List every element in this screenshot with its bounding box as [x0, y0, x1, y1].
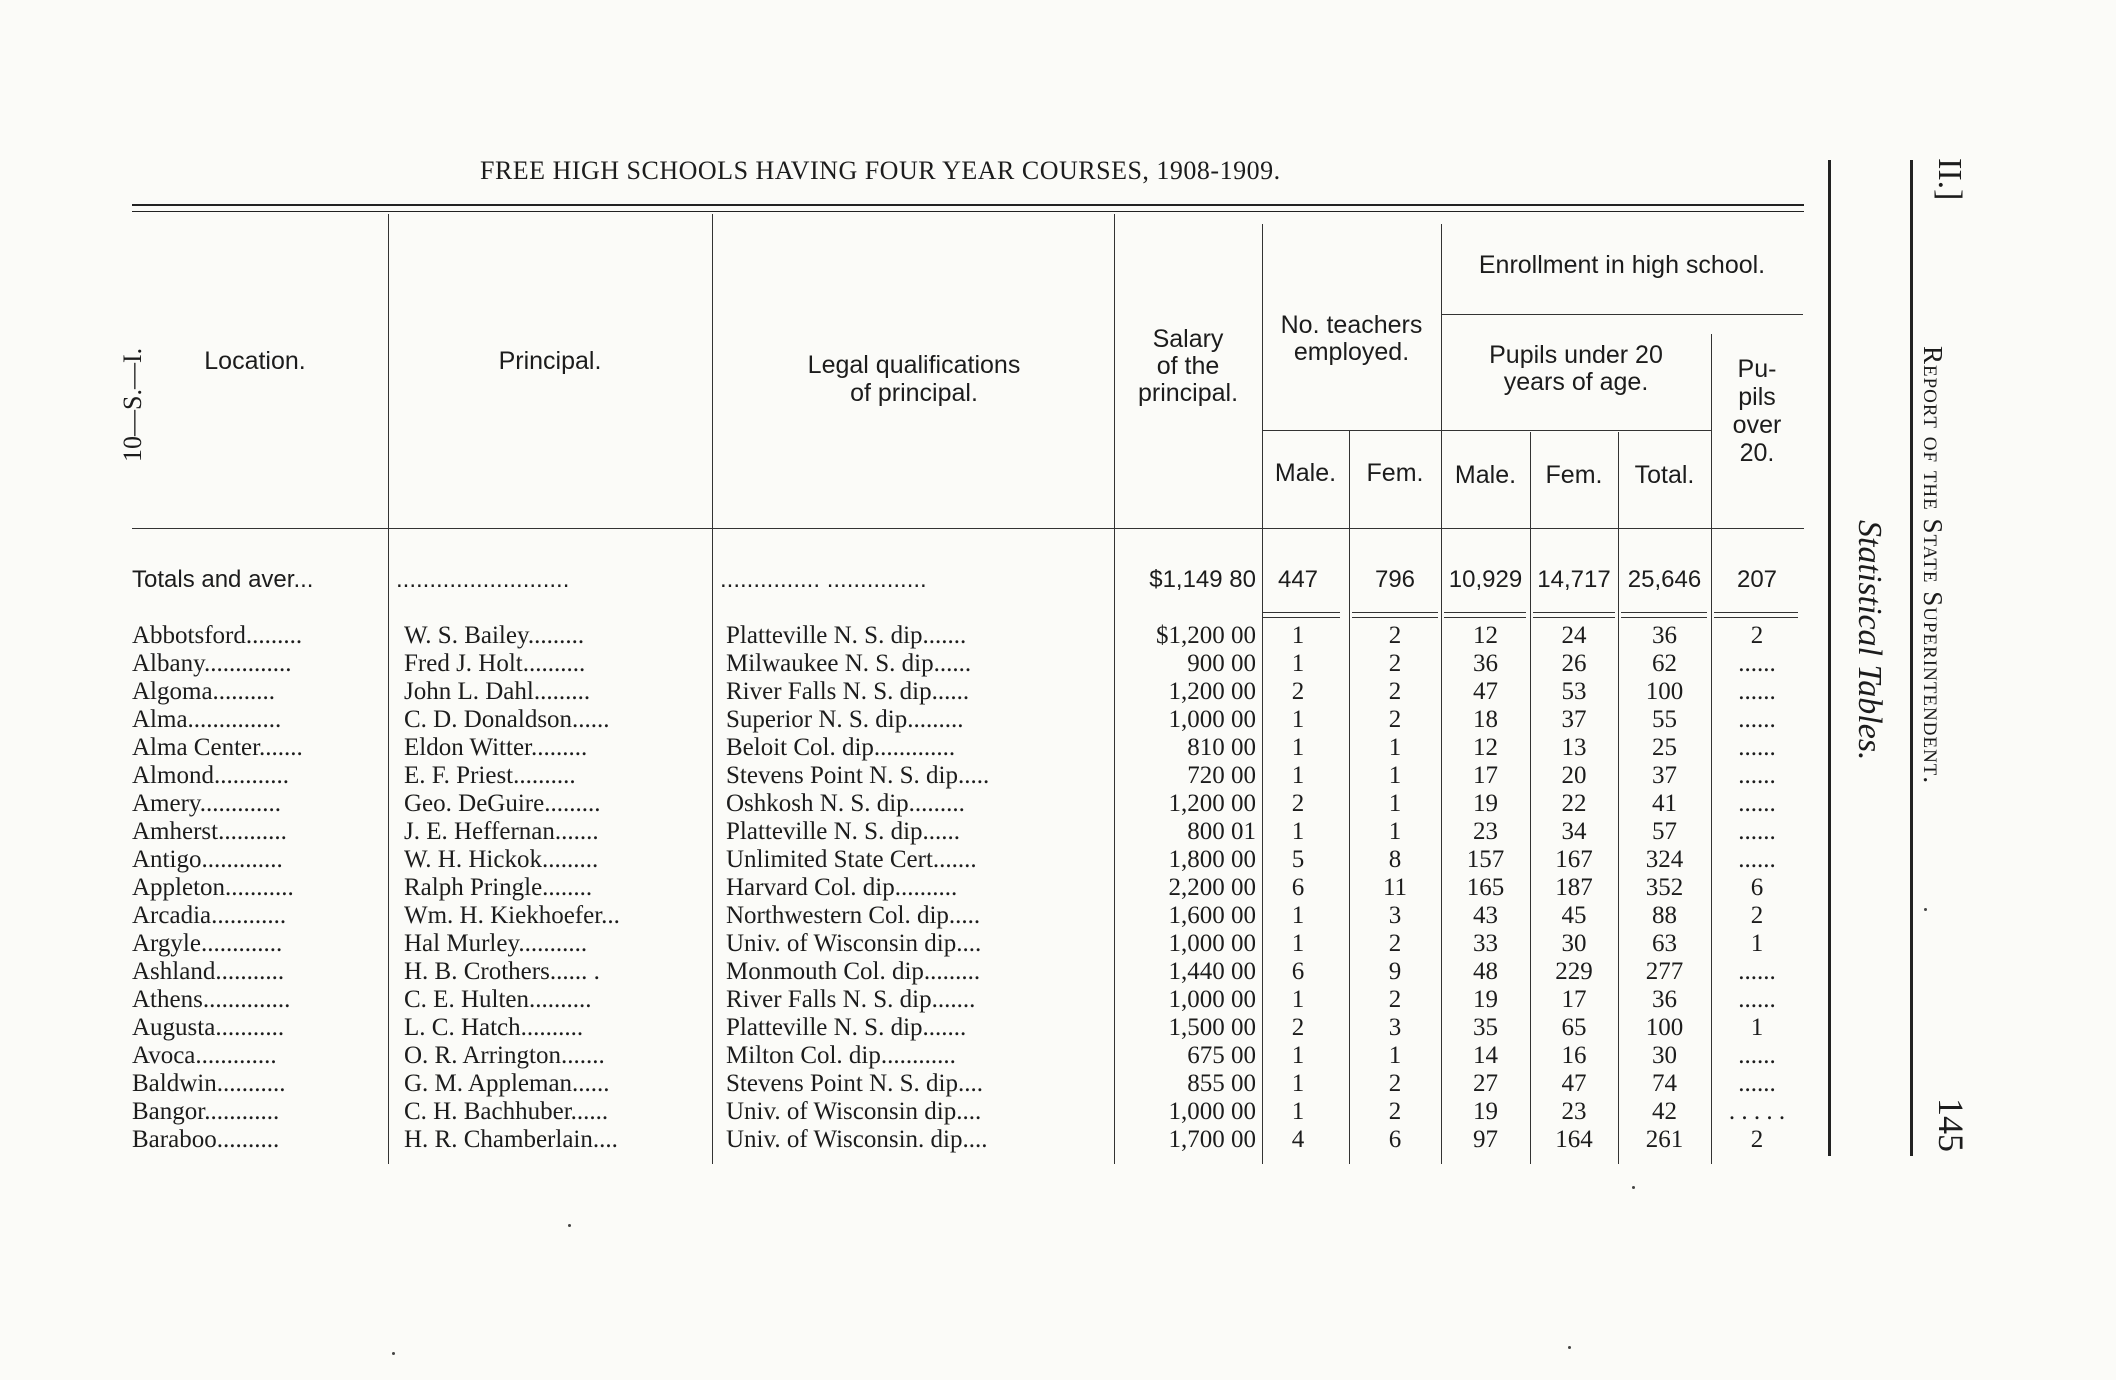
cell-t-fem: 1: [1388, 762, 1402, 789]
cell-principal: Eldon Witter.........: [404, 734, 588, 761]
cell-location: Avoca.............: [132, 1042, 277, 1069]
cell-p-total: 100: [1645, 678, 1684, 705]
totals-pupils-fem: 14,717: [1537, 566, 1611, 593]
cell-over20: 1: [1750, 930, 1764, 957]
cell-p-total: 324: [1645, 846, 1684, 873]
header-salary-line3: principal.: [1137, 379, 1239, 407]
cell-principal: E. F. Priest..........: [404, 762, 576, 789]
cell-t-male: 1: [1291, 1042, 1305, 1069]
totals-double-rule: [1262, 612, 1340, 618]
cell-t-male: 1: [1291, 930, 1305, 957]
cell-salary: 1,500 00: [1168, 1014, 1256, 1041]
cell-p-male: 19: [1473, 1098, 1498, 1125]
table-row: [0, 762, 2116, 790]
table-row: [0, 930, 2116, 958]
cell-t-fem: 2: [1388, 1070, 1402, 1097]
cell-over20: ......: [1738, 734, 1776, 761]
cell-t-male: 1: [1291, 622, 1305, 649]
cell-legal: Oshkosh N. S. dip.........: [726, 790, 965, 817]
cell-location: Appleton...........: [132, 874, 294, 901]
totals-row: [0, 566, 2116, 594]
cell-salary: 1,000 00: [1168, 930, 1256, 957]
header-principal: Principal.: [498, 347, 602, 375]
cell-t-male: 1: [1291, 1070, 1305, 1097]
cell-location: Antigo.............: [132, 846, 283, 873]
table-row: [0, 1014, 2116, 1042]
cell-salary: 800 01: [1187, 818, 1256, 845]
cell-t-male: 1: [1291, 734, 1305, 761]
cell-p-total: 30: [1652, 1042, 1677, 1069]
totals-pupils-total: 25,646: [1627, 566, 1702, 593]
cell-over20: ......: [1738, 678, 1776, 705]
cell-principal: H. B. Crothers...... .: [404, 958, 600, 985]
cell-legal: Univ. of Wisconsin. dip....: [726, 1126, 988, 1153]
cell-p-fem: 26: [1561, 650, 1587, 677]
cell-p-male: 97: [1473, 1126, 1498, 1153]
cell-p-male: 12: [1473, 734, 1498, 761]
cell-salary: 1,700 00: [1168, 1126, 1256, 1153]
cell-legal: Milwaukee N. S. dip......: [726, 650, 972, 677]
cell-legal: River Falls N. S. dip......: [726, 678, 970, 705]
cell-principal: C. H. Bachhuber......: [404, 1098, 609, 1125]
cell-over20: 2: [1750, 902, 1764, 929]
page-number: 145: [1931, 1098, 1971, 1152]
cell-principal: Geo. DeGuire.........: [404, 790, 601, 817]
table-row: [0, 650, 2116, 678]
cell-over20: ......: [1738, 846, 1776, 873]
header-teachers-line2: employed.: [1293, 338, 1410, 366]
header-under20-line2: years of age.: [1503, 368, 1649, 396]
header-salary-line1: Salary: [1152, 325, 1224, 353]
header-enroll-fem: Fem.: [1545, 461, 1603, 489]
cell-salary: 720 00: [1187, 762, 1256, 789]
cell-over20: 6: [1750, 874, 1764, 901]
cell-t-male: 1: [1291, 650, 1305, 677]
totals-double-rule: [1714, 612, 1798, 618]
cell-legal: Monmouth Col. dip.........: [726, 958, 981, 985]
cell-over20: ......: [1738, 986, 1776, 1013]
cell-location: Amery.............: [132, 790, 282, 817]
cell-p-total: 88: [1652, 902, 1677, 929]
header-teachers-fem: Fem.: [1366, 459, 1424, 487]
cell-p-fem: 17: [1561, 986, 1587, 1013]
cell-salary: 675 00: [1187, 1042, 1256, 1069]
cell-t-fem: 1: [1388, 1042, 1402, 1069]
cell-p-total: 41: [1652, 790, 1677, 817]
cell-legal: Unlimited State Cert.......: [726, 846, 977, 873]
cell-t-male: 2: [1291, 790, 1305, 817]
table-row: [0, 734, 2116, 762]
cell-principal: W. H. Hickok.........: [404, 846, 599, 873]
scan-speck: [568, 1224, 571, 1227]
cell-p-total: 37: [1652, 762, 1677, 789]
cell-salary: $1,200 00: [1156, 622, 1256, 649]
cell-p-male: 43: [1473, 902, 1498, 929]
cell-salary: 1,600 00: [1168, 902, 1256, 929]
cell-location: Augusta...........: [132, 1014, 285, 1041]
cell-salary: 1,440 00: [1168, 958, 1256, 985]
cell-legal: Stevens Point N. S. dip.....: [726, 762, 990, 789]
cell-principal: C. D. Donaldson......: [404, 706, 610, 733]
table-row: [0, 790, 2116, 818]
cell-p-total: 57: [1652, 818, 1677, 845]
totals-pupils-male: 10,929: [1448, 566, 1523, 593]
cell-p-male: 19: [1473, 986, 1498, 1013]
cell-legal: Univ. of Wisconsin dip....: [726, 1098, 982, 1125]
cell-location: Argyle.............: [132, 930, 283, 957]
cell-legal: River Falls N. S. dip.......: [726, 986, 976, 1013]
cell-p-fem: 187: [1555, 874, 1593, 901]
cell-salary: 810 00: [1187, 734, 1256, 761]
cell-p-male: 19: [1473, 790, 1498, 817]
cell-t-male: 2: [1291, 678, 1305, 705]
cell-p-total: 42: [1652, 1098, 1677, 1125]
table-row: [0, 1126, 2116, 1154]
cell-p-total: 277: [1645, 958, 1684, 985]
cell-t-fem: 2: [1388, 1098, 1402, 1125]
cell-p-fem: 20: [1561, 762, 1587, 789]
cell-salary: 1,200 00: [1168, 790, 1256, 817]
cell-t-male: 4: [1291, 1126, 1305, 1153]
cell-p-total: 25: [1652, 734, 1677, 761]
table-row: [0, 706, 2116, 734]
cell-t-male: 6: [1291, 874, 1305, 901]
cell-location: Algoma..........: [132, 678, 276, 705]
table-row: [0, 1070, 2116, 1098]
cell-location: Albany..............: [132, 650, 292, 677]
cell-legal: Northwestern Col. dip.....: [726, 902, 981, 929]
cell-p-fem: 16: [1561, 1042, 1587, 1069]
cell-principal: H. R. Chamberlain....: [404, 1126, 618, 1153]
cell-location: Amherst...........: [132, 818, 287, 845]
cell-over20: . . . . .: [1728, 1098, 1786, 1125]
cell-legal: Milton Col. dip............: [726, 1042, 956, 1069]
table-row: [0, 958, 2116, 986]
cell-location: Arcadia............: [132, 902, 287, 929]
cell-p-fem: 53: [1561, 678, 1587, 705]
cell-t-fem: 2: [1388, 650, 1402, 677]
cell-over20: ......: [1738, 762, 1776, 789]
cell-p-male: 157: [1466, 846, 1505, 873]
cell-location: Athens..............: [132, 986, 291, 1013]
cell-p-fem: 13: [1561, 734, 1587, 761]
cell-t-fem: 2: [1388, 930, 1402, 957]
header-under20-line1: Pupils under 20: [1489, 341, 1663, 369]
cell-p-total: 36: [1652, 622, 1677, 649]
header-over20-line2: pils: [1738, 383, 1776, 411]
cell-p-total: 55: [1652, 706, 1677, 733]
cell-over20: 2: [1750, 1126, 1764, 1153]
cell-p-male: 14: [1473, 1042, 1498, 1069]
under20-rule: [1441, 430, 1711, 431]
cell-p-fem: 22: [1561, 790, 1587, 817]
cell-principal: G. M. Appleman......: [404, 1070, 610, 1097]
page-title: FREE HIGH SCHOOLS HAVING FOUR YEAR COURSES, 1908-1909.: [480, 156, 1281, 185]
cell-over20: ......: [1738, 650, 1776, 677]
header-enroll-total: Total.: [1634, 461, 1695, 489]
table-row: [0, 874, 2116, 902]
table-row: [0, 846, 2116, 874]
table-row: [0, 902, 2116, 930]
scan-speck: [392, 1352, 395, 1355]
cell-t-fem: 8: [1388, 846, 1402, 873]
cell-t-male: 2: [1291, 1014, 1305, 1041]
cell-t-male: 6: [1291, 958, 1305, 985]
header-teachers-male: Male.: [1274, 459, 1337, 487]
cell-p-fem: 47: [1561, 1070, 1587, 1097]
cell-salary: 2,200 00: [1168, 874, 1256, 901]
cell-location: Bangor............: [132, 1098, 280, 1125]
cell-t-fem: 2: [1388, 706, 1402, 733]
header-teachers-line1: No. teachers: [1280, 311, 1423, 339]
cell-p-male: 35: [1473, 1014, 1498, 1041]
scan-speck: [1568, 1346, 1571, 1349]
cell-p-total: 36: [1652, 986, 1677, 1013]
cell-p-fem: 24: [1561, 622, 1587, 649]
cell-legal: Harvard Col. dip..........: [726, 874, 958, 901]
header-bottom-rule: [132, 528, 1804, 529]
side-title: Statistical Tables.: [1851, 520, 1888, 761]
cell-t-fem: 2: [1388, 678, 1402, 705]
cell-t-male: 1: [1291, 986, 1305, 1013]
cell-p-fem: 30: [1561, 930, 1587, 957]
cell-t-male: 1: [1291, 762, 1305, 789]
cell-p-male: 165: [1466, 874, 1505, 901]
cell-p-total: 100: [1645, 1014, 1684, 1041]
cell-principal: W. S. Bailey.........: [404, 622, 585, 649]
cell-p-fem: 34: [1561, 818, 1587, 845]
header-legal-line2: of principal.: [850, 379, 978, 407]
cell-p-total: 74: [1652, 1070, 1677, 1097]
cell-t-male: 5: [1291, 846, 1305, 873]
cell-location: Alma...............: [132, 706, 282, 733]
cell-legal: Stevens Point N. S. dip....: [726, 1070, 983, 1097]
cell-over20: ......: [1738, 1070, 1776, 1097]
cell-p-total: 63: [1652, 930, 1677, 957]
cell-legal: Univ. of Wisconsin dip....: [726, 930, 982, 957]
section-number: II.]: [1931, 158, 1968, 201]
side-rule: [1828, 160, 1831, 1156]
totals-double-rule: [1444, 612, 1526, 618]
cell-legal: Platteville N. S. dip.......: [726, 1014, 967, 1041]
cell-legal: Beloit Col. dip.............: [726, 734, 956, 761]
cell-salary: 1,000 00: [1168, 986, 1256, 1013]
header-over20-line1: Pu-: [1737, 355, 1777, 383]
cell-p-male: 12: [1473, 622, 1498, 649]
cell-p-male: 27: [1473, 1070, 1498, 1097]
cell-p-fem: 45: [1561, 902, 1587, 929]
totals-label: Totals and aver...: [132, 566, 314, 593]
cell-t-fem: 11: [1382, 874, 1408, 901]
cell-principal: Wm. H. Kiekhoefer...: [404, 902, 620, 929]
cell-over20: ......: [1738, 1042, 1776, 1069]
totals-principal-leader: ..........................: [396, 566, 570, 593]
cell-salary: 1,200 00: [1168, 678, 1256, 705]
scan-speck: [1924, 908, 1927, 911]
cell-location: Baldwin...........: [132, 1070, 286, 1097]
cell-salary: 1,800 00: [1168, 846, 1256, 873]
cell-principal: Hal Murley...........: [404, 930, 588, 957]
totals-over20: 207: [1736, 566, 1778, 593]
cell-t-fem: 3: [1388, 902, 1402, 929]
enrollment-rule: [1441, 314, 1803, 315]
totals-teachers-male: 447: [1277, 566, 1319, 593]
cell-over20: ......: [1738, 958, 1776, 985]
cell-p-male: 47: [1473, 678, 1498, 705]
cell-principal: L. C. Hatch..........: [404, 1014, 584, 1041]
cell-principal: C. E. Hulten..........: [404, 986, 592, 1013]
cell-salary: 1,000 00: [1168, 706, 1256, 733]
cell-principal: J. E. Heffernan.......: [404, 818, 599, 845]
cell-p-fem: 23: [1561, 1098, 1587, 1125]
table-row: [0, 818, 2116, 846]
cell-principal: O. R. Arrington.......: [404, 1042, 605, 1069]
cell-principal: Ralph Pringle........: [404, 874, 593, 901]
totals-teachers-fem: 796: [1374, 566, 1416, 593]
header-location: Location.: [204, 347, 306, 375]
cell-over20: ......: [1738, 706, 1776, 733]
cell-legal: Platteville N. S. dip.......: [726, 622, 967, 649]
cell-p-fem: 164: [1555, 1126, 1593, 1153]
header-salary-line2: of the: [1156, 352, 1220, 380]
cell-p-total: 352: [1645, 874, 1684, 901]
cell-location: Baraboo..........: [132, 1126, 280, 1153]
cell-location: Abbotsford.........: [132, 622, 303, 649]
cell-t-male: 1: [1291, 1098, 1305, 1125]
cell-salary: 1,000 00: [1168, 1098, 1256, 1125]
header-enroll-male: Male.: [1454, 461, 1517, 489]
cell-t-fem: 2: [1388, 622, 1402, 649]
cell-principal: Fred J. Holt..........: [404, 650, 586, 677]
cell-legal: Superior N. S. dip.........: [726, 706, 964, 733]
header-legal-line1: Legal qualifications: [807, 351, 1021, 379]
cell-p-male: 48: [1473, 958, 1498, 985]
totals-double-rule: [1352, 612, 1438, 618]
totals-salary: $1,149 80: [1149, 566, 1256, 593]
cell-p-fem: 37: [1561, 706, 1587, 733]
cell-p-male: 18: [1473, 706, 1498, 733]
teachers-rule: [1262, 430, 1441, 431]
running-head: Report of the State Superintendent.: [1918, 346, 1948, 785]
cell-t-fem: 1: [1388, 734, 1402, 761]
cell-p-male: 17: [1473, 762, 1498, 789]
table-row: [0, 1098, 2116, 1126]
totals-double-rule: [1533, 612, 1615, 618]
cell-over20: ......: [1738, 818, 1776, 845]
cell-over20: ......: [1738, 790, 1776, 817]
cell-p-male: 33: [1473, 930, 1498, 957]
cell-p-fem: 167: [1555, 846, 1593, 873]
cell-t-fem: 2: [1388, 986, 1402, 1013]
cell-t-male: 1: [1291, 818, 1305, 845]
cell-salary: 900 00: [1187, 650, 1256, 677]
header-over20-line3: over: [1732, 411, 1782, 439]
cell-t-fem: 1: [1388, 790, 1402, 817]
cell-over20: 2: [1750, 622, 1764, 649]
cell-salary: 855 00: [1187, 1070, 1256, 1097]
table-row: [0, 986, 2116, 1014]
cell-over20: 1: [1750, 1014, 1764, 1041]
cell-t-fem: 6: [1388, 1126, 1402, 1153]
header-over20-line4: 20.: [1739, 439, 1775, 467]
header-enrollment: Enrollment in high school.: [1478, 251, 1766, 279]
cell-p-male: 36: [1473, 650, 1498, 677]
scan-speck: [1632, 1186, 1635, 1189]
table-row: [0, 622, 2116, 650]
cell-t-fem: 1: [1388, 818, 1402, 845]
cell-t-male: 1: [1291, 706, 1305, 733]
signature-mark: 10—S.—I.: [118, 347, 147, 462]
cell-p-total: 62: [1652, 650, 1677, 677]
cell-p-fem: 65: [1561, 1014, 1587, 1041]
totals-legal-leader: ............... ...............: [720, 566, 927, 593]
table-row: [0, 1042, 2116, 1070]
header-double-rule: [132, 204, 1804, 212]
side-rule: [1910, 160, 1913, 1156]
cell-principal: John L. Dahl.........: [404, 678, 591, 705]
cell-location: Alma Center.......: [132, 734, 303, 761]
cell-p-male: 23: [1473, 818, 1498, 845]
cell-t-male: 1: [1291, 902, 1305, 929]
cell-t-fem: 3: [1388, 1014, 1402, 1041]
totals-double-rule: [1621, 612, 1707, 618]
cell-p-total: 261: [1645, 1126, 1684, 1153]
table-row: [0, 678, 2116, 706]
cell-location: Almond............: [132, 762, 289, 789]
cell-p-fem: 229: [1555, 958, 1593, 985]
cell-location: Ashland...........: [132, 958, 285, 985]
cell-legal: Platteville N. S. dip......: [726, 818, 961, 845]
cell-t-fem: 9: [1388, 958, 1402, 985]
